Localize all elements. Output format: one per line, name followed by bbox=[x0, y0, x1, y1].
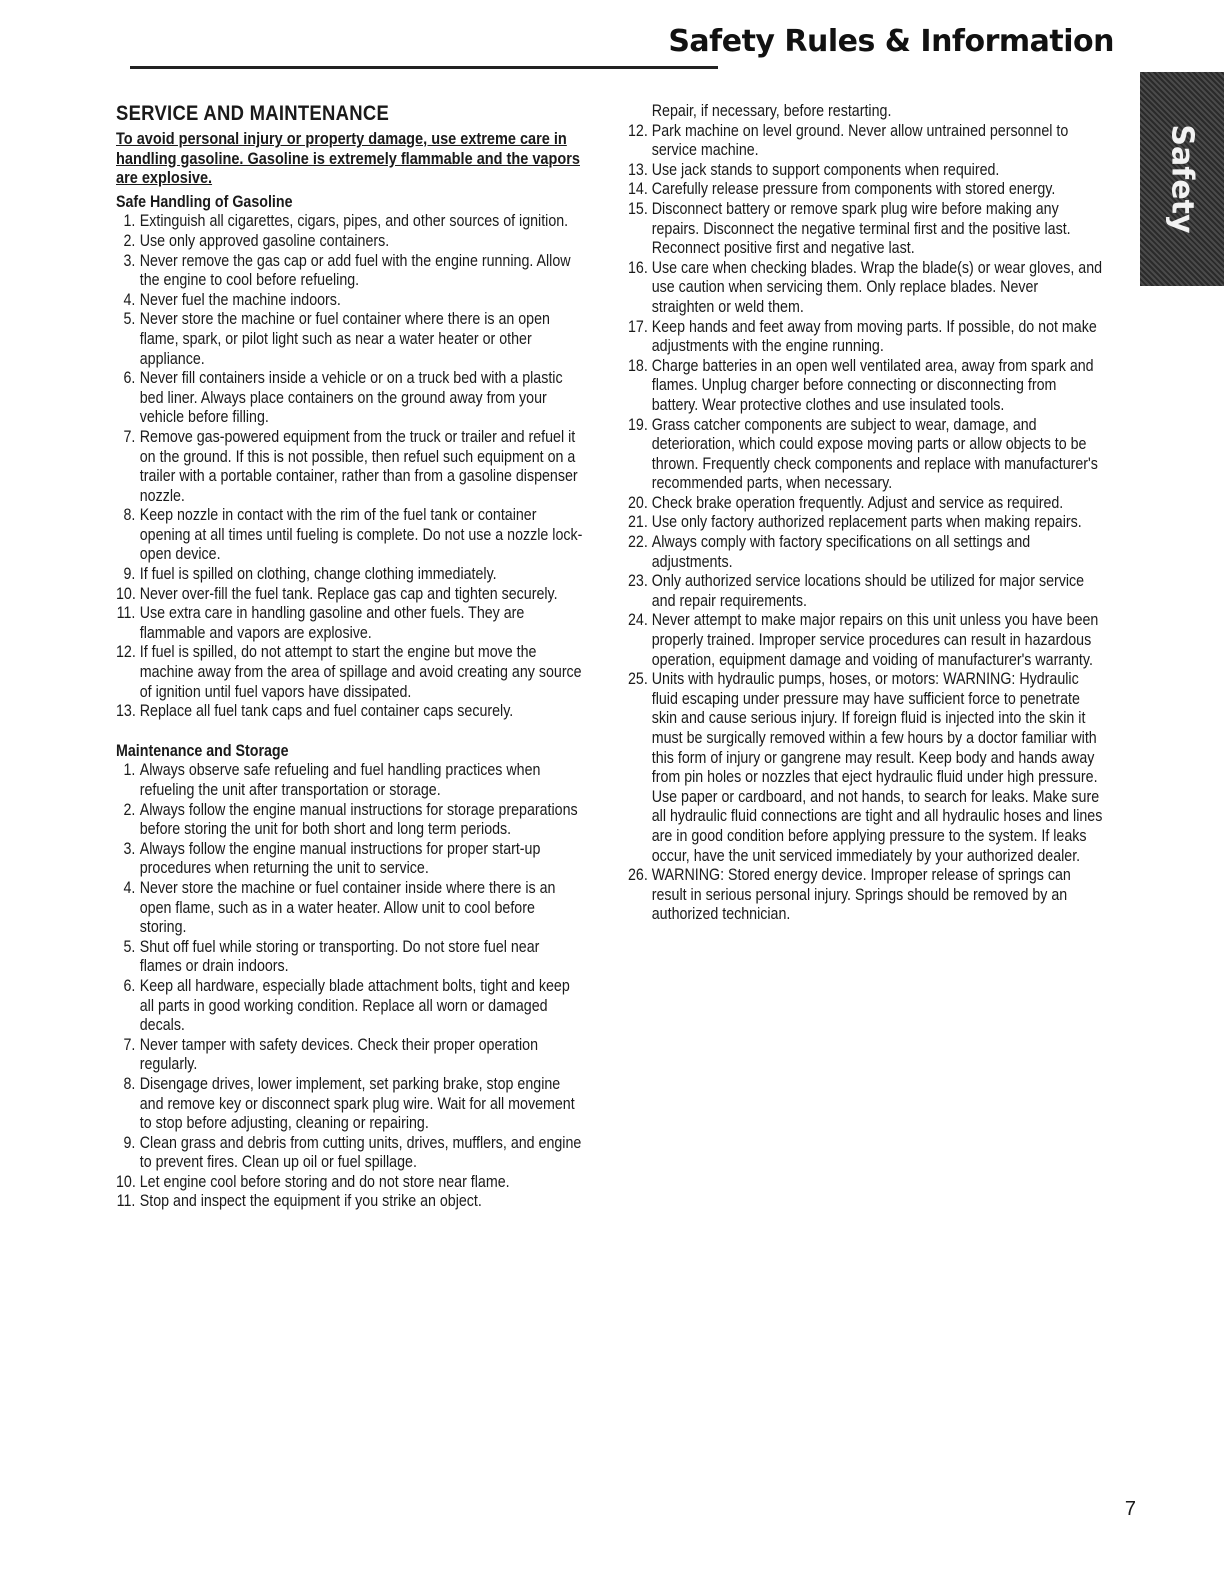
list-item bbox=[116, 1036, 582, 1075]
section-tab bbox=[1140, 72, 1224, 286]
list-item bbox=[628, 416, 1103, 494]
list-item bbox=[116, 702, 582, 722]
item-number: 21. bbox=[628, 513, 648, 532]
item-text: Use extra care in handling gasoline and other fuels. They are flammable and vapors are explosive. bbox=[139, 604, 525, 642]
list-item bbox=[116, 291, 582, 311]
item-number: 14. bbox=[628, 180, 648, 199]
maintenance-list-continued bbox=[628, 122, 1103, 925]
item-text: Use jack stands to support components when required. bbox=[651, 160, 1000, 179]
item-text: Never store the machine or fuel container where there is an open flame, spark, or pilot light such as near a water heater or other appliance. bbox=[139, 310, 550, 368]
item-number: 10. bbox=[116, 1172, 136, 1191]
item-number: 8. bbox=[123, 506, 136, 525]
item-text: Only authorized service locations should be utilized for major service and repair requirements. bbox=[651, 572, 1085, 610]
item-number: 5. bbox=[123, 310, 136, 329]
item-text: Stop and inspect the equipment if you strike an object. bbox=[139, 1192, 482, 1211]
item-number: 22. bbox=[628, 533, 648, 552]
item-text: Extinguish all cigarettes, cigars, pipes, and other sources of ignition. bbox=[139, 212, 569, 231]
gasoline-subheading: Safe Handling of Gasoline bbox=[116, 192, 293, 211]
item-text: Units with hydraulic pumps, hoses, or motors: WARNING: Hydraulic fluid escaping under pressure may have sufficient force to penetrate skin and cause serious injury. If foreign fluid is injected into the skin it must be surgically removed within a few hours by a doctor familiar with this form of injury or gangrene may result. Keep body and hands away from pin holes or nozzles that eject hydraulic fluid under high pressure. Use paper or cardboard, and not hands, to search for leaks. Make sure all hydraulic fluid connections are tight and all hydraulic hoses and lines are in good condition before applying pressure to the system. If leaks occur, have the unit serviced immediately by your authorized dealer. bbox=[651, 670, 1103, 865]
list-item bbox=[116, 977, 582, 1036]
item-number: 16. bbox=[628, 258, 648, 277]
item-number: 4. bbox=[123, 878, 136, 897]
section-tab-label: Safety bbox=[1164, 124, 1200, 234]
item-text: Never over-fill the fuel tank. Replace gas cap and tighten securely. bbox=[139, 584, 558, 603]
item-text: Replace all fuel tank caps and fuel container caps securely. bbox=[139, 702, 514, 721]
item-number: 5. bbox=[123, 937, 136, 956]
item-number: 7. bbox=[123, 427, 136, 446]
item-number: 2. bbox=[123, 231, 136, 250]
list-item bbox=[116, 232, 582, 252]
list-item bbox=[628, 161, 1103, 181]
item-number: 2. bbox=[123, 800, 136, 819]
continued-text: Repair, if necessary, before restarting. bbox=[651, 102, 892, 120]
item-number: 9. bbox=[123, 1133, 136, 1152]
item-text: Disengage drives, lower implement, set parking brake, stop engine and remove key or disconnect spark plug wire. Wait for all movement to stop before adjusting, cleaning or repairing. bbox=[139, 1074, 575, 1133]
item-text: Never tamper with safety devices. Check their proper operation regularly. bbox=[139, 1035, 539, 1074]
item-text: Always observe safe refueling and fuel handling practices when refueling the unit after transportation or storage. bbox=[139, 761, 541, 799]
item-number: 17. bbox=[628, 317, 648, 336]
list-item bbox=[116, 212, 582, 232]
item-text: Never fuel the machine indoors. bbox=[139, 290, 341, 309]
item-number: 6. bbox=[123, 976, 136, 995]
item-text: Never attempt to make major repairs on this unit unless you have been properly trained. Improper service procedures can result in hazardous operation, equipment damage and voiding of manufacturer's warranty. bbox=[651, 611, 1099, 669]
warning-text: To avoid personal injury or property damage, use extreme care in handling gasoline. Gasoline is extremely flammable and the vapors are explosive. bbox=[116, 130, 580, 188]
item-text: Clean grass and debris from cutting units, drives, mufflers, and engine to prevent fires. Clean up oil or fuel spillage. bbox=[139, 1133, 582, 1172]
item-text: Never remove the gas cap or add fuel with the engine running. Allow the engine to cool before refueling. bbox=[139, 251, 571, 290]
item-number: 12. bbox=[116, 643, 136, 662]
item-text: Let engine cool before storing and do not store near flame. bbox=[139, 1172, 510, 1191]
item-text: Park machine on level ground. Never allow untrained personnel to service machine. bbox=[651, 121, 1069, 160]
item-number: 1. bbox=[123, 761, 136, 780]
item-number: 23. bbox=[628, 572, 648, 591]
item-number: 19. bbox=[628, 415, 648, 434]
item-number: 7. bbox=[123, 1035, 136, 1054]
list-item bbox=[116, 604, 582, 643]
list-item bbox=[116, 643, 582, 702]
item-text: Keep all hardware, especially blade attachment bolts, tight and keep all parts in good working condition. Replace all worn or damaged decals. bbox=[139, 976, 570, 1035]
item-number: 4. bbox=[123, 290, 136, 309]
list-item bbox=[628, 494, 1103, 514]
list-item bbox=[628, 572, 1103, 611]
item-text: Keep hands and feet away from moving parts. If possible, do not make adjustments with the engine running. bbox=[651, 317, 1097, 356]
item-number: 8. bbox=[123, 1074, 136, 1093]
list-item bbox=[116, 565, 582, 585]
page-number: 7 bbox=[1124, 1498, 1136, 1520]
list-item bbox=[116, 1173, 582, 1193]
list-item bbox=[628, 357, 1103, 416]
item-text: Keep nozzle in contact with the rim of the fuel tank or container opening at all times until fueling is complete. Do not use a nozzle lock-open device. bbox=[139, 506, 583, 564]
item-text: Shut off fuel while storing or transporting. Do not store fuel near flames or drain indoors. bbox=[139, 937, 540, 976]
item-number: 10. bbox=[116, 584, 136, 603]
item-number: 12. bbox=[628, 121, 648, 140]
list-item bbox=[116, 801, 582, 840]
left-column bbox=[116, 102, 582, 1212]
list-item bbox=[116, 840, 582, 879]
list-item bbox=[628, 180, 1103, 200]
item-text: If fuel is spilled on clothing, change clothing immediately. bbox=[139, 565, 497, 584]
maintenance-list bbox=[116, 761, 582, 1212]
item-number: 9. bbox=[123, 565, 136, 584]
list-item bbox=[116, 506, 582, 565]
item-text: Always follow the engine manual instructions for storage preparations before storing the unit for both short and long term periods. bbox=[139, 800, 578, 839]
item-number: 24. bbox=[628, 611, 648, 630]
item-text: Use care when checking blades. Wrap the blade(s) or wear gloves, and use caution when servicing them. Only replace blades. Never straighten or weld them. bbox=[651, 258, 1103, 316]
item-number: 13. bbox=[628, 160, 648, 179]
item-text: Use only approved gasoline containers. bbox=[139, 231, 390, 250]
item-number: 11. bbox=[116, 1192, 136, 1211]
item-text: Grass catcher components are subject to wear, damage, and deterioration, which could expose moving parts or allow objects to be thrown. Frequently check components and replace with manufacturer's recommended parts, when necessary. bbox=[651, 415, 1098, 493]
list-item bbox=[628, 122, 1103, 161]
list-item bbox=[116, 879, 582, 938]
page-title: Safety Rules & Information bbox=[668, 24, 1114, 59]
item-number: 1. bbox=[123, 212, 136, 231]
item-text: If fuel is spilled, do not attempt to start the engine but move the machine away from the area of spillage and avoid creating any source of ignition until fuel vapors have dissipated. bbox=[139, 643, 582, 701]
item-text: Always follow the engine manual instructions for proper start-up procedures when returning the unit to service. bbox=[139, 839, 541, 878]
section-heading: SERVICE AND MAINTENANCE bbox=[116, 102, 390, 125]
header-rule bbox=[130, 66, 718, 69]
item-text: Remove gas-powered equipment from the truck or trailer and refuel it on the ground. If this is not possible, then refuel such equipment on a trailer with a portable container, rather than from a gasoline dispenser nozzle. bbox=[139, 427, 578, 505]
item-number: 25. bbox=[628, 670, 648, 689]
list-item bbox=[116, 938, 582, 977]
list-item bbox=[116, 1075, 582, 1134]
list-item bbox=[628, 318, 1103, 357]
item-number: 26. bbox=[628, 866, 648, 885]
item-number: 11. bbox=[116, 604, 136, 623]
list-item bbox=[628, 200, 1103, 259]
list-item bbox=[116, 1192, 582, 1212]
item-number: 20. bbox=[628, 493, 648, 512]
item-number: 3. bbox=[123, 839, 136, 858]
item-text: Disconnect battery or remove spark plug wire before making any repairs. Disconnect the negative terminal first and the positive last. Reconnect positive first and negative last. bbox=[651, 199, 1071, 258]
item-text: Never fill containers inside a vehicle or on a truck bed with a plastic bed liner. Always place containers on the ground away from your vehicle before filling. bbox=[139, 369, 563, 427]
item-text: Charge batteries in an open well ventilated area, away from spark and flames. Unplug charger before connecting or disconnecting from battery. Wear protective clothes and use insulated tools. bbox=[651, 356, 1094, 414]
list-item bbox=[628, 670, 1103, 866]
item-text: Carefully release pressure from components with stored energy. bbox=[651, 180, 1056, 199]
list-item bbox=[116, 1134, 582, 1173]
item-text: Check brake operation frequently. Adjust and service as required. bbox=[651, 493, 1064, 512]
list-item bbox=[116, 428, 582, 506]
list-item bbox=[628, 533, 1103, 572]
gasoline-list bbox=[116, 212, 582, 721]
right-column bbox=[628, 102, 1103, 925]
item-text: WARNING: Stored energy device. Improper release of springs can result in serious personal injury. Springs should be removed by an authorized technician. bbox=[651, 866, 1071, 924]
item-number: 15. bbox=[628, 199, 648, 218]
list-item bbox=[628, 259, 1103, 318]
item-number: 13. bbox=[116, 702, 136, 721]
list-item bbox=[116, 252, 582, 291]
item-text: Always comply with factory specifications on all settings and adjustments. bbox=[651, 533, 1031, 571]
item-text: Never store the machine or fuel container inside where there is an open flame, such as in a water heater. Allow unit to cool before storing. bbox=[139, 878, 556, 937]
list-item bbox=[628, 513, 1103, 533]
maintenance-subheading: Maintenance and Storage bbox=[116, 741, 289, 760]
item-number: 18. bbox=[628, 356, 648, 375]
list-item bbox=[628, 866, 1103, 925]
list-item bbox=[628, 611, 1103, 670]
item-number: 6. bbox=[123, 369, 136, 388]
list-item bbox=[116, 761, 582, 800]
item-number: 3. bbox=[123, 251, 136, 270]
list-item bbox=[116, 310, 582, 369]
item-text: Use only factory authorized replacement parts when making repairs. bbox=[651, 513, 1082, 532]
list-item bbox=[116, 369, 582, 428]
list-item bbox=[116, 585, 582, 605]
